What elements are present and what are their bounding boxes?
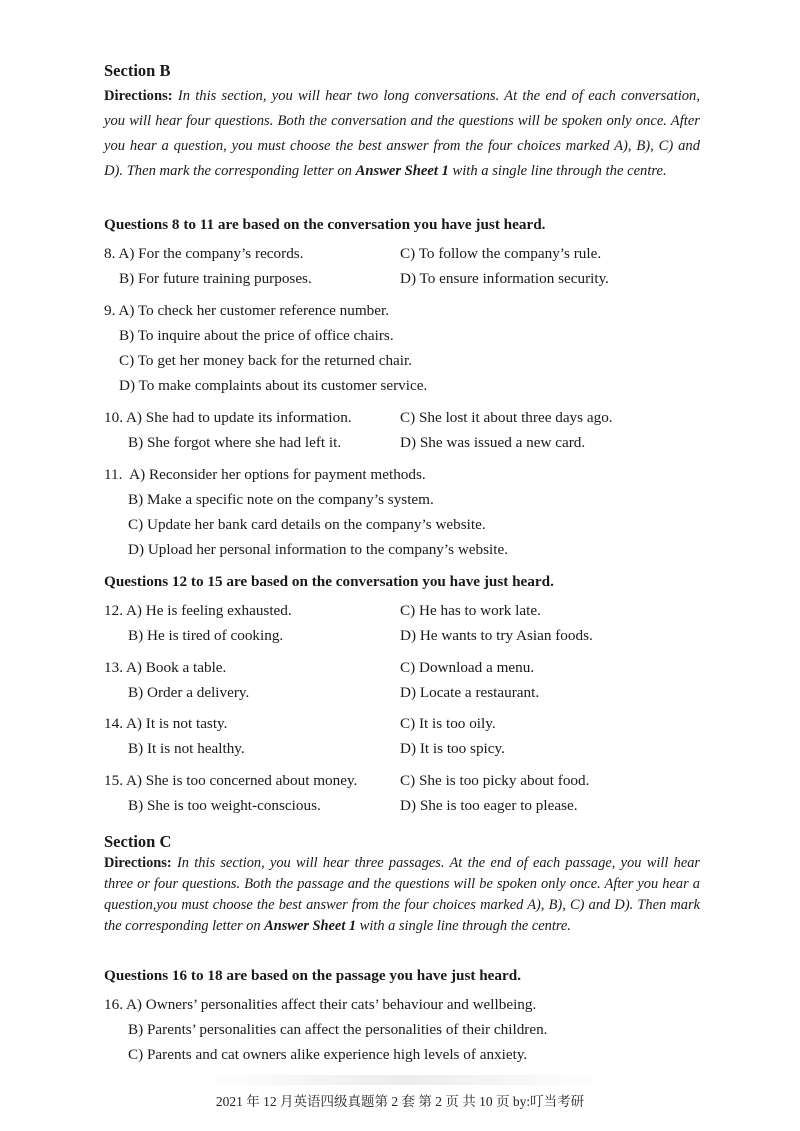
q13-option-d: D) Locate a restaurant. [400,684,540,701]
q14-option-d: D) It is too spicy. [400,740,505,757]
answer-sheet-ref: Answer Sheet 1 [264,918,357,934]
q8-option-a: 8. A) For the company’s records. [104,245,304,262]
directions-text: In this section, you will hear three passages. At the end of each passage, you will hear three or four questions. Both the passage and the questions will be spoken only once. After you hear a question,you must choose the best answer from the four choices marked A), B), C) and D). Then mark the corresponding letter on [104,855,700,934]
q10-option-d: D) She was issued a new card. [400,434,586,451]
q8-option-d: D) To ensure information security. [400,270,609,287]
directions-label: Directions: [104,855,172,871]
q14-option-b: B) It is not healthy. [128,740,245,757]
q14-option-a: 14. A) It is not tasty. [104,715,228,732]
directions-text-end: with a single line through the centre. [359,918,571,934]
q10-option-b: B) She forgot where she had left it. [128,434,342,451]
q13-option-b: B) Order a delivery. [128,684,250,701]
q10-option-c: C) She lost it about three days ago. [400,409,613,426]
section-c-directions [104,853,700,937]
questions-16-18-heading: Questions 16 to 18 are based on the passage you have just heard. [104,967,521,984]
q10-option-a: 10. A) She had to update its information. [104,409,352,426]
q16-option-b: B) Parents’ personalities can affect the personalities of their children. [128,1021,548,1038]
q15-option-b: B) She is too weight-conscious. [128,797,321,814]
section-c-title: Section C [104,832,172,851]
answer-sheet-ref: Answer Sheet 1 [355,163,449,179]
scan-smudge [200,1075,610,1085]
q11-option-d: D) Upload her personal information to the company’s website. [128,541,509,558]
q15-option-d: D) She is too eager to please. [400,797,578,814]
q8-option-b: B) For future training purposes. [119,270,312,287]
q12-option-d: D) He wants to try Asian foods. [400,627,593,644]
q9-option-a: 9. A) To check her customer reference number. [104,302,389,319]
q8-option-c: C) To follow the company’s rule. [400,245,602,262]
page-footer: 2021 年 12 月英语四级真题第 2 套 第 2 页 共 10 页 by:叮当考研 [215,1094,585,1109]
q12-option-c: C) He has to work late. [400,602,541,619]
q9-option-b: B) To inquire about the price of office chairs. [119,327,394,344]
section-b-title: Section B [104,61,171,80]
directions-text-end: with a single line through the centre. [452,163,667,179]
q11-option-b: B) Make a specific note on the company’s system. [128,491,434,508]
q13-option-c: C) Download a menu. [400,659,535,676]
q12-option-b: B) He is tired of cooking. [128,627,284,644]
questions-8-11-heading: Questions 8 to 11 are based on the conversation you have just heard. [104,216,546,233]
q16-option-a: 16. A) Owners’ personalities affect their cats’ behaviour and wellbeing. [104,996,537,1013]
directions-label: Directions: [104,88,173,104]
q15-option-c: C) She is too picky about food. [400,772,590,789]
q9-option-c: C) To get her money back for the returned chair. [119,352,413,369]
section-b-directions [104,84,700,184]
q14-option-c: C) It is too oily. [400,715,496,732]
q13-option-a: 13. A) Book a table. [104,659,227,676]
q9-option-d: D) To make complaints about its customer service. [119,377,428,394]
directions-text: In this section, you will hear two long conversations. At the end of each conversation, you will hear four questions. Both the conversation and the questions will be spoken only once. After you hear a question, you must choose the best answer from the four choices marked A), B), C) and D). Then mark the corresponding letter on [104,88,700,179]
q15-option-a: 15. A) She is too concerned about money. [104,772,358,789]
questions-12-15-heading: Questions 12 to 15 are based on the conversation you have just heard. [104,573,554,590]
q11-option-c: C) Update her bank card details on the company’s website. [128,516,486,533]
q12-option-a: 12. A) He is feeling exhausted. [104,602,292,619]
q16-option-c: C) Parents and cat owners alike experience high levels of anxiety. [128,1046,528,1063]
q11-option-a: 11. A) Reconsider her options for payment methods. [104,466,426,483]
